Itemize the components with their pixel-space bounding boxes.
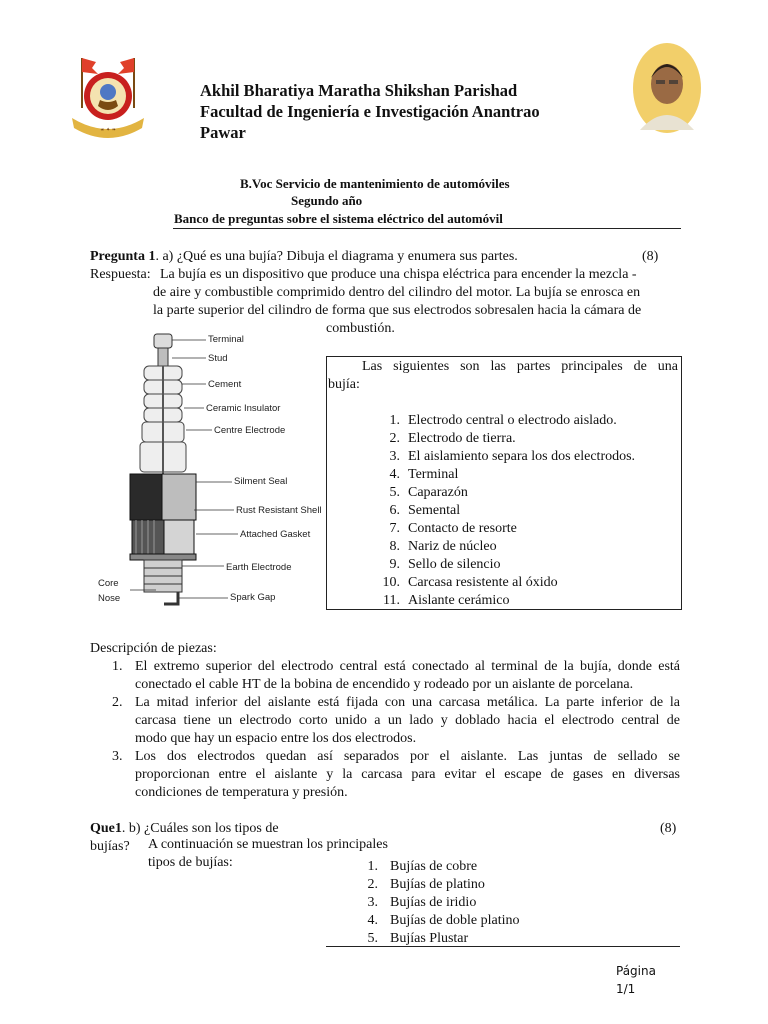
founder-portrait [632, 42, 702, 134]
label-nose: Nose [98, 593, 121, 604]
description-item [108, 694, 680, 748]
description-item-line: modo que hay un espacio entre los dos electrodos. [135, 731, 417, 746]
type-item-number: 2. [367, 877, 378, 892]
parts-item-text: Semental [408, 503, 461, 518]
description-item [108, 748, 680, 802]
spark-plug-diagram [90, 328, 330, 608]
parts-item-number: 6. [389, 503, 400, 518]
parts-intro [328, 358, 678, 394]
portrait-icon [632, 42, 702, 134]
type-item-text: Bujías de platino [390, 877, 485, 892]
program-title: B.Voc Servicio de mantenimiento de automóviles [240, 176, 510, 191]
parts-list-item [378, 502, 678, 520]
description-item-line: Los dos electrodos quedan así separados por el aislante. Las juntas de sellado se [135, 749, 680, 764]
parts-item-number: 9. [389, 557, 400, 572]
parts-item-number: 8. [389, 539, 400, 554]
description-item-line: carcasa tiene un electrodo corto unido a un lado y doblado hacia el electrodo central de [135, 713, 680, 728]
parts-item-number: 3. [389, 449, 400, 464]
parts-list-item [378, 574, 678, 592]
college-logo [62, 48, 154, 140]
spark-plug-type-item [360, 894, 660, 912]
spark-plug-type-item [360, 876, 660, 894]
parts-item-text: Electrodo central o electrodo aislado. [408, 413, 617, 428]
spark-plug-type-item [360, 912, 660, 930]
type-item-number: 1. [367, 859, 378, 874]
types-intro-line-2: tipos de bujías: [148, 855, 233, 870]
types-rule [326, 946, 680, 947]
types-intro-line-1: A continuación se muestran los principales [148, 837, 388, 852]
parts-intro-line-1: Las siguientes son las partes principales de una [362, 359, 678, 374]
svg-text:☙ ✦ ❧: ☙ ✦ ❧ [99, 127, 117, 133]
type-item-number: 4. [367, 913, 378, 928]
description-heading: Descripción de piezas: [90, 641, 217, 656]
parts-list-item [378, 556, 678, 574]
answer-label: Respuesta: [90, 267, 151, 282]
type-item-number: 3. [367, 895, 378, 910]
parts-list-item [378, 520, 678, 538]
spark-plug-drawing [90, 328, 330, 608]
label-earth-electrode: Earth Electrode [226, 562, 292, 573]
description-item-number: 1. [112, 659, 123, 674]
description-item-line: conectado el cable HT de la bobina de encendido y rodeado por un aislante de porcelana. [135, 677, 634, 692]
title-line-2: Facultad de Ingeniería e Investigación Anantrao [200, 102, 540, 121]
label-rust-resistant-shell: Rust Resistant Shell [236, 505, 322, 516]
description-item [108, 658, 680, 694]
answer-line-4: combustión. [326, 321, 395, 336]
description-item-line: La mitad inferior del aislante está fijada con una carcasa metálica. La parte inferior de la [135, 695, 680, 710]
answer-line-1: La bujía es un dispositivo que produce una chispa eléctrica para encender la mezcla - [160, 267, 637, 282]
label-centre-electrode: Centre Electrode [214, 425, 286, 436]
parts-item-number: 11. [383, 593, 400, 608]
parts-item-text: Contacto de resorte [408, 521, 517, 536]
spark-plug-types-list [360, 858, 660, 948]
parts-list-item [378, 412, 678, 430]
type-item-text: Bujías de iridio [390, 895, 477, 910]
parts-item-text: Sello de silencio [408, 557, 501, 572]
description-item-number: 2. [112, 695, 123, 710]
label-terminal: Terminal [208, 334, 244, 345]
parts-item-text: Aislante cerámico [408, 593, 510, 608]
parts-item-number: 1. [389, 413, 400, 428]
parts-item-text: Nariz de núcleo [408, 539, 497, 554]
type-item-text: Bujías Plustar [390, 931, 469, 946]
parts-list-item [378, 484, 678, 502]
page-label: Página [616, 964, 656, 978]
institution-title [200, 80, 600, 143]
label-core: Core [98, 578, 119, 589]
label-silment-seal: Silment Seal [234, 476, 288, 487]
label-attached-gasket: Attached Gasket [240, 529, 311, 540]
question-1b-text: . b) ¿Cuáles son los tipos de [121, 821, 279, 836]
parts-list-item [378, 466, 678, 484]
description-item-number: 3. [112, 749, 123, 764]
parts-list-item [378, 592, 678, 610]
description-list [108, 658, 680, 802]
parts-item-text: Caparazón [408, 485, 468, 500]
year-title: Segundo año [291, 193, 363, 208]
question-1a-text: . a) ¿Qué es una bujía? Dibuja el diagrama y enumera sus partes. [155, 249, 518, 264]
question-1b-text-cont: bujías? [90, 839, 130, 854]
parts-item-number: 2. [389, 431, 400, 446]
spark-plug-type-item [360, 858, 660, 876]
title-line-3: Pawar [200, 123, 246, 142]
heading-rule [173, 228, 681, 229]
question-1b-marks: (8) [660, 821, 677, 836]
label-spark-gap: Spark Gap [230, 592, 276, 603]
title-line-1: Akhil Bharatiya Maratha Shikshan Parishad [200, 81, 518, 100]
question-1a [90, 248, 680, 266]
question-bank-title: Banco de preguntas sobre el sistema eléctrico del automóvil [174, 211, 503, 226]
parts-item-text: Terminal [408, 467, 459, 482]
label-cement: Cement [208, 379, 242, 390]
question-1b-label: Que1 [90, 821, 122, 836]
label-stud: Stud [208, 353, 228, 364]
parts-item-number: 10. [382, 575, 400, 590]
parts-list-item [378, 448, 678, 466]
answer-line-3: la parte superior del cilindro de forma que sus electrodos sobresalen hacia la cámara de [153, 303, 642, 318]
answer-line-2: de aire y combustible comprimido dentro del cilindro del motor. La bujía se enrosca en [153, 285, 641, 300]
type-item-text: Bujías de cobre [390, 859, 478, 874]
question-1a-marks: (8) [642, 249, 659, 264]
parts-item-number: 7. [389, 521, 400, 536]
parts-list-item [378, 538, 678, 556]
page-number: 1/1 [616, 982, 636, 996]
parts-item-number: 4. [389, 467, 400, 482]
question-1a-label: Pregunta 1 [90, 249, 156, 264]
parts-intro-line-2: bujía: [328, 377, 360, 392]
parts-item-text: Electrodo de tierra. [408, 431, 516, 446]
parts-list-item [378, 430, 678, 448]
parts-item-text: El aislamiento separa los dos electrodos. [408, 449, 636, 464]
emblem-icon [62, 48, 154, 140]
parts-item-number: 5. [389, 485, 400, 500]
type-item-number: 5. [367, 931, 378, 946]
parts-list [378, 412, 678, 610]
parts-item-text: Carcasa resistente al óxido [408, 575, 558, 590]
label-ceramic-insulator: Ceramic Insulator [206, 403, 281, 414]
description-item-line: El extremo superior del electrodo central está conectado al terminal de la bujía, donde está [135, 659, 680, 674]
type-item-text: Bujías de doble platino [390, 913, 520, 928]
page-footer [616, 962, 656, 998]
description-item-line: proporcionan entre el aislante y la carcasa para evitar el escape de gases en diversas [135, 767, 680, 782]
description-item-line: condiciones de temperatura y presión. [135, 785, 348, 800]
